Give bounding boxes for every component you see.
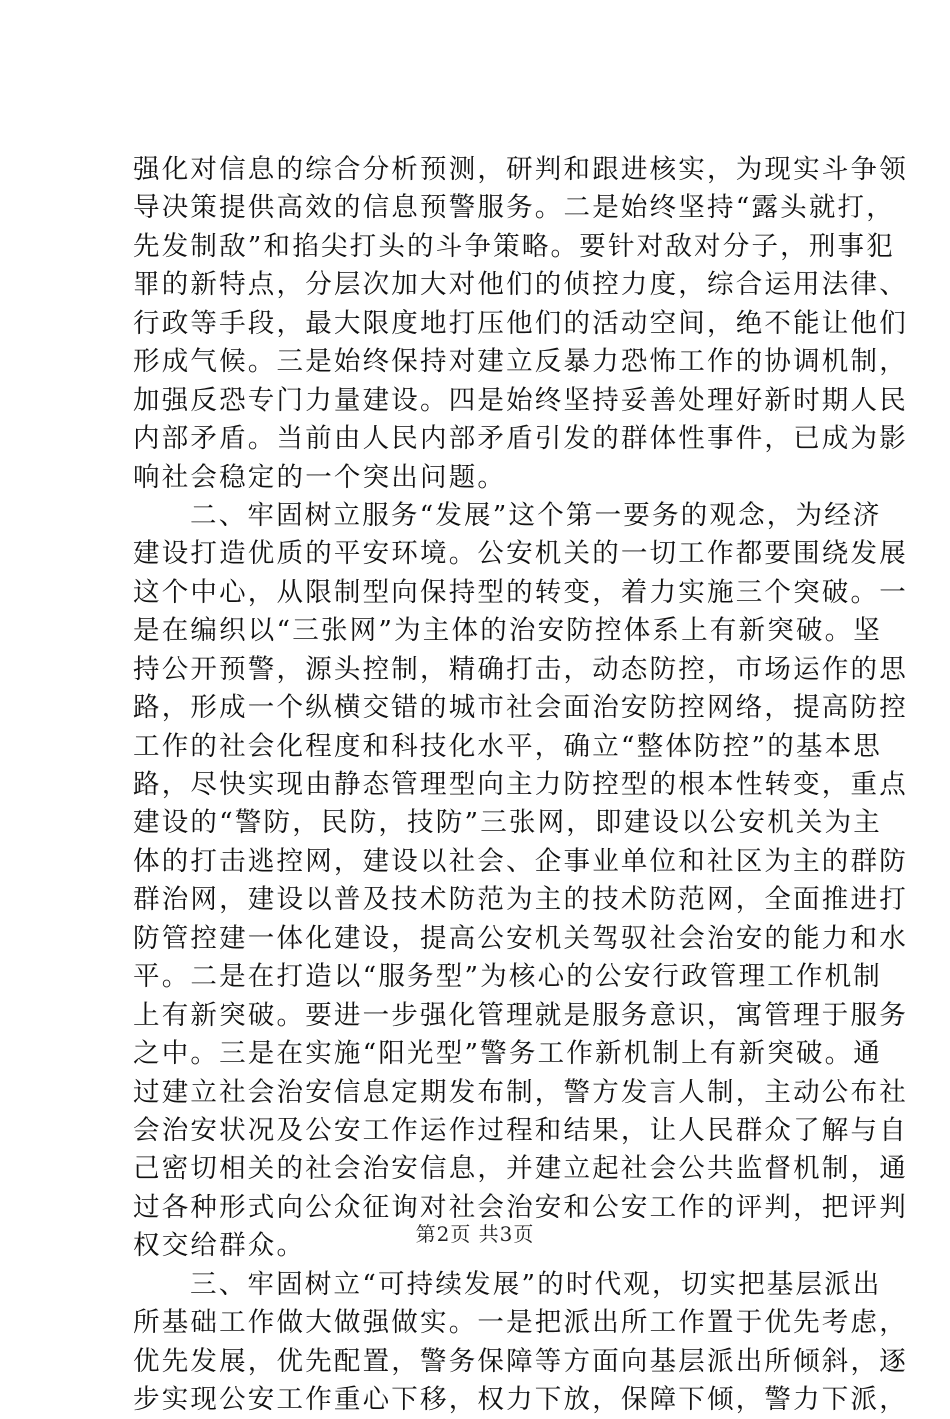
text-line: 过建立社会治安信息定期发布制，警方发言人制，主动公布社 <box>133 1076 908 1108</box>
text-line: 建设打造优质的平安环境。公安机关的一切工作都要围绕发展 <box>133 538 908 570</box>
text-line: 权交给群众。 <box>133 1230 306 1262</box>
text-line: 防管控建一体化建设，提高公安机关驾驭社会治安的能力和水 <box>133 922 908 954</box>
text-line: 平。二是在打造以“服务型”为核心的公安行政管理工作机制 <box>133 961 882 993</box>
text-line: 持公开预警，源头控制，精确打击，动态防控，市场运作的思 <box>133 653 908 685</box>
page-number-label: 第2页 共3页 <box>415 1222 535 1246</box>
text-line: 响社会稳定的一个突出问题。 <box>133 461 507 493</box>
text-line: 己密切相关的社会治安信息，并建立起社会公共监督机制，通 <box>133 1153 908 1185</box>
paragraph-start-line: 三、牢固树立“可持续发展”的时代观，切实把基层派出 <box>190 1268 882 1300</box>
text-line: 先发制敌”和掐尖打头的斗争策略。要针对敌对分子，刑事犯 <box>133 230 895 262</box>
text-line: 这个中心，从限制型向保持型的转变，着力实施三个突破。一 <box>133 576 908 608</box>
text-line: 之中。三是在实施“阳光型”警务工作新机制上有新突破。通 <box>133 1038 882 1070</box>
text-line: 工作的社会化程度和科技化水平，确立“整体防控”的基本思 <box>133 730 882 762</box>
text-line: 群治网，建设以普及技术防范为主的技术防范网，全面推进打 <box>133 884 908 916</box>
text-line: 是在编织以“三张网”为主体的治安防控体系上有新突破。坚 <box>133 615 882 647</box>
text-line: 强化对信息的综合分析预测，研判和跟进核实，为现实斗争领 <box>133 154 908 185</box>
paragraph-start-line: 二、牢固树立服务“发展”这个第一要务的观念，为经济 <box>190 499 882 531</box>
text-line: 内部矛盾。当前由人民内部矛盾引发的群体性事件，已成为影 <box>133 423 908 455</box>
text-line: 行政等手段，最大限度地打压他们的活动空间，绝不能让他们 <box>133 307 908 339</box>
text-line: 步实现公安工作重心下移，权力下放，保障下倾，警力下派， <box>133 1384 908 1415</box>
text-line: 导决策提供高效的信息预警服务。二是始终坚持“露头就打， <box>133 192 895 224</box>
text-line: 路，形成一个纵横交错的城市社会面治安防控网络，提高防控 <box>133 692 908 724</box>
page-footer <box>0 1218 950 1247</box>
text-line: 形成气候。三是始终保持对建立反暴力恐怖工作的协调机制， <box>133 346 908 378</box>
text-line: 过各种形式向公众征询对社会治安和公安工作的评判，把评判 <box>133 1191 908 1223</box>
text-line: 体的打击逃控网，建设以社会、企事业单位和社区为主的群防 <box>133 845 908 877</box>
text-line: 建设的“警防，民防，技防”三张网，即建设以公安机关为主 <box>133 807 882 839</box>
text-line: 加强反恐专门力量建设。四是始终坚持妥善处理好新时期人民 <box>133 384 908 416</box>
text-line: 路，尽快实现由静态管理型向主力防控型的根本性转变，重点 <box>133 769 908 800</box>
text-line: 所基础工作做大做强做实。一是把派出所工作置于优先考虑， <box>133 1307 908 1339</box>
text-line: 罪的新特点，分层次加大对他们的侦控力度，综合运用法律、 <box>133 269 908 301</box>
text-line: 优先发展，优先配置，警务保障等方面向基层派出所倾斜，逐 <box>133 1345 908 1377</box>
text-line: 上有新突破。要进一步强化管理就是服务意识，寓管理于服务 <box>133 999 908 1031</box>
text-line: 会治安状况及公安工作运作过程和结果，让人民群众了解与自 <box>133 1114 908 1146</box>
